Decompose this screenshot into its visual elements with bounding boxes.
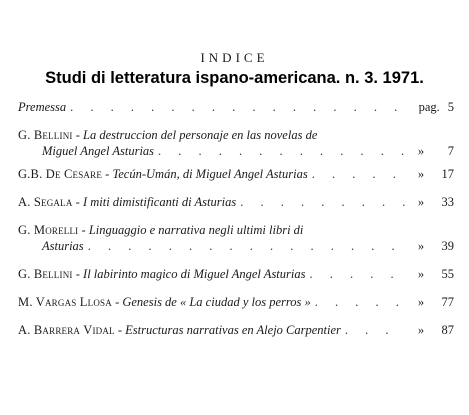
entry-separator: - [72, 267, 84, 281]
entry-title-continued: Miguel Angel Asturias [42, 144, 155, 158]
toc-entry [18, 166, 454, 182]
entry-separator: - [114, 323, 126, 337]
dot-leader [309, 266, 406, 282]
ditto-mark: » [417, 167, 425, 181]
entry-author: A. Barrera Vidal [18, 323, 115, 337]
dot-leader [70, 99, 414, 115]
entry-separator: - [111, 295, 123, 309]
entry-author: G.B. De Cesare [18, 167, 103, 181]
entry-separator: - [78, 223, 89, 237]
entry-title: Linguaggio e narrativa negli ultimi libri di [88, 223, 304, 237]
dot-leader [240, 194, 406, 210]
entry-title: Estructuras narrativas en Alejo Carpentier [125, 323, 341, 337]
dot-leader [315, 294, 406, 310]
ditto-mark: » [417, 195, 425, 209]
page-number: 7 [447, 144, 454, 158]
entry-title: Il labirinto magico di Miguel Angel Asturias [83, 267, 306, 281]
entry-author: G. Bellini [18, 128, 73, 142]
table-of-contents [18, 99, 454, 338]
entry-title: Tecún-Umán, di Miguel Angel Asturias [112, 167, 308, 181]
ditto-mark: » [417, 323, 425, 337]
entry-title: Genesis de « La ciudad y los perros » [122, 295, 311, 309]
page-number: 55 [441, 267, 454, 281]
toc-entry [18, 222, 454, 254]
ditto-mark: » [417, 144, 425, 158]
page-number: 33 [441, 195, 454, 209]
ditto-mark: » [417, 239, 425, 253]
entry-title: La destruccion del personaje en las novelas de [83, 128, 318, 142]
page-number: 87 [441, 323, 454, 337]
dot-leader [88, 238, 406, 254]
dot-leader [158, 143, 406, 159]
entry-separator: - [102, 167, 113, 181]
entry-author: G. Morelli [18, 223, 79, 237]
page-number: 77 [441, 295, 454, 309]
entry-author: M. Vargas Llosa [18, 295, 112, 309]
entry-title: Premessa [18, 100, 67, 114]
ditto-mark: » [417, 267, 425, 281]
page-number: 17 [441, 167, 454, 181]
entry-author: G. Bellini [18, 267, 73, 281]
toc-entry [18, 194, 454, 210]
toc-entry [18, 294, 454, 310]
entry-title: I miti dimistificanti di Asturias [82, 195, 237, 209]
dot-leader [312, 166, 406, 182]
dot-leader [345, 322, 406, 338]
page-number: 39 [441, 239, 454, 253]
toc-entry [18, 322, 454, 338]
entry-separator: - [72, 195, 83, 209]
index-heading: INDICE [200, 50, 269, 65]
entry-separator: - [72, 128, 84, 142]
toc-entry [18, 127, 454, 159]
toc-entry [18, 266, 454, 282]
toc-entry-premessa [18, 99, 454, 115]
entry-title-continued: Asturias [42, 239, 84, 253]
ditto-mark: » [417, 295, 425, 309]
page-number: 5 [447, 100, 454, 114]
page-label: pag. [418, 100, 440, 114]
document-subtitle: Studi di letteratura ispano-americana. n. 3. 1971. [45, 69, 424, 87]
entry-author: A. Segala [18, 195, 73, 209]
